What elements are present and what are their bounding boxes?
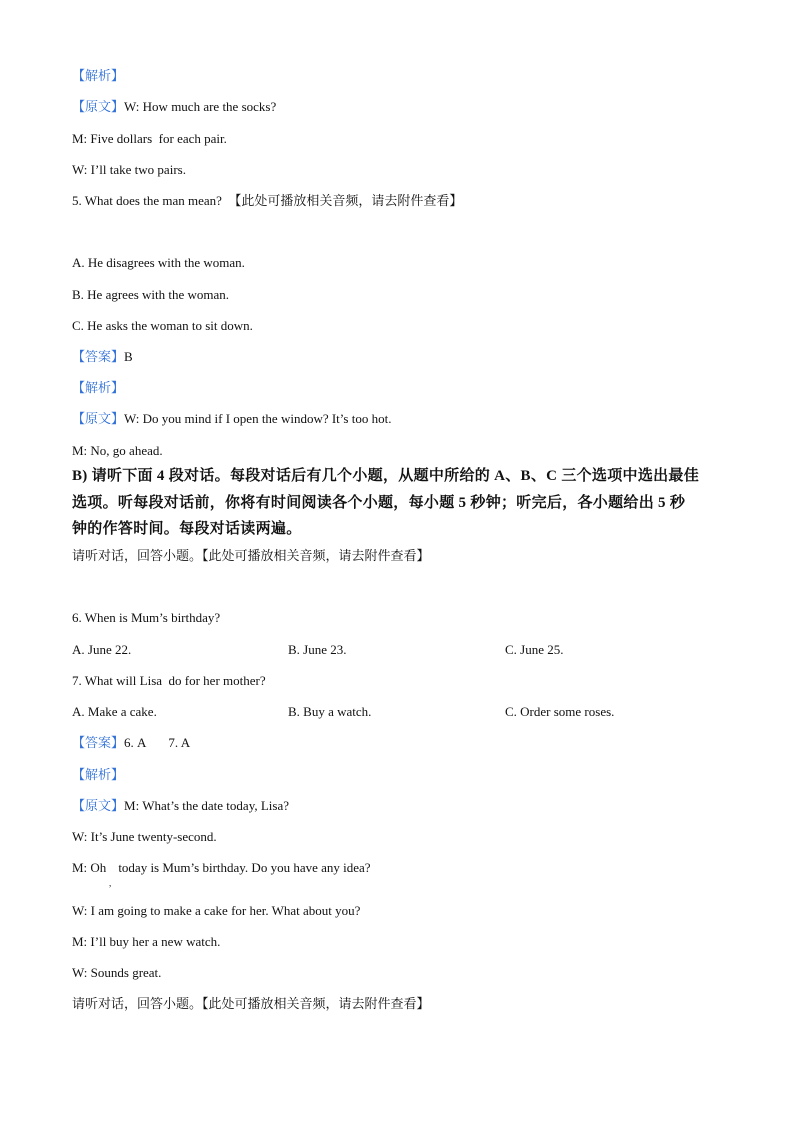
option-7a: A. Make a cake. xyxy=(72,704,157,719)
transcript-text: M: Oh xyxy=(72,860,107,875)
question-6: 6. When is Mum’s birthday? xyxy=(72,610,221,625)
transcript-line: M: Five dollars for each pair. xyxy=(72,131,227,146)
analysis-label: 【解析】 xyxy=(72,68,125,83)
answer-label: 【答案】 xyxy=(72,735,125,750)
transcript-text: W: How much are the socks? xyxy=(124,99,277,114)
question-7: 7. What will Lisa do for her mother? xyxy=(72,673,266,688)
option-6b: B. June 23. xyxy=(288,642,347,657)
transcript-line: W: It’s June twenty-second. xyxy=(72,829,217,844)
option-7c: C. Order some roses. xyxy=(505,704,615,719)
answer-line xyxy=(72,734,190,752)
section-b-instructions: 钟的作答时间。每段对话读两遍。 xyxy=(72,521,302,537)
option-5a: A. He disagrees with the woman. xyxy=(72,255,245,270)
comma-mark: , xyxy=(109,878,112,888)
transcript-line xyxy=(72,98,276,116)
transcript-label: 【原文】 xyxy=(72,99,125,114)
section-b-instructions: B) 请听下面 4 段对话。每段对话后有几个小题，从题中所给的 A、B、C 三个选项中选出最佳 xyxy=(72,468,700,484)
transcript-line: M: I’ll buy her a new watch. xyxy=(72,934,221,949)
transcript-line: W: I’ll take two pairs. xyxy=(72,162,186,177)
transcript-label: 【原文】 xyxy=(72,411,125,426)
option-5b: B. He agrees with the woman. xyxy=(72,287,230,302)
analysis-label: 【解析】 xyxy=(72,380,125,395)
listen-instruction: 请听对话，回答小题。【此处可播放相关音频，请去附件查看】 xyxy=(72,548,430,563)
transcript-text: M: What’s the date today, Lisa? xyxy=(124,798,289,813)
answer-value: 6. A 7. A xyxy=(124,735,191,750)
answer-label: 【答案】 xyxy=(72,349,125,364)
section-b-instructions: 选项。听每段对话前，你将有时间阅读各个小题，每小题 5 秒钟；听完后，各小题给出 5 秒 xyxy=(72,495,686,511)
answer-line xyxy=(72,348,133,366)
transcript-text: W: Do you mind if I open the window? It’s too hot. xyxy=(124,411,392,426)
option-5c: C. He asks the woman to sit down. xyxy=(72,318,253,333)
option-7b: B. Buy a watch. xyxy=(288,704,372,719)
question-5: 5. What does the man mean? 【此处可播放相关音频，请去附件查看】 xyxy=(72,193,463,208)
transcript-line: W: I am going to make a cake for her. What about you? xyxy=(72,903,361,918)
transcript-line xyxy=(72,797,289,815)
transcript-line: W: Sounds great. xyxy=(72,965,162,980)
analysis-label: 【解析】 xyxy=(72,767,125,782)
answer-value: B xyxy=(124,349,133,364)
transcript-text: today is Mum’s birthday. Do you have any idea? xyxy=(118,860,371,875)
option-6a: A. June 22. xyxy=(72,642,132,657)
transcript-label: 【原文】 xyxy=(72,798,125,813)
transcript-line xyxy=(72,410,391,428)
transcript-line xyxy=(72,859,371,877)
option-6c: C. June 25. xyxy=(505,642,564,657)
transcript-line: M: No, go ahead. xyxy=(72,443,163,458)
listen-instruction: 请听对话，回答小题。【此处可播放相关音频，请去附件查看】 xyxy=(72,996,430,1011)
